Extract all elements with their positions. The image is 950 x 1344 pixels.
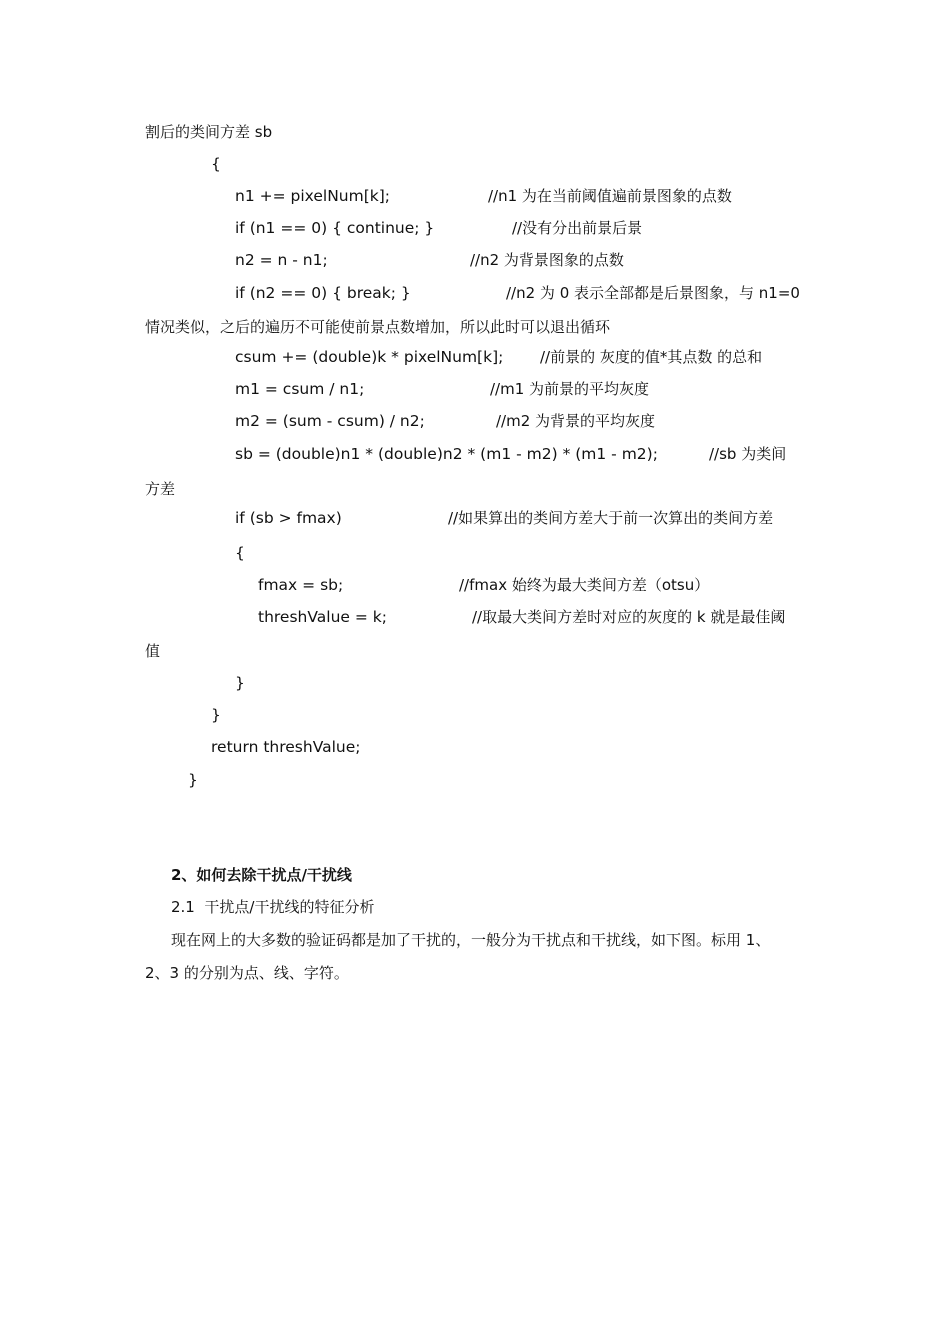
code-return: return threshValue;	[211, 738, 361, 756]
code-inner-open-brace: {	[235, 544, 245, 562]
code-n2-zero: if (n2 == 0) { break; }	[235, 284, 411, 302]
intro-tail-text: 割后的类间方差 sb	[145, 123, 273, 141]
code-thresh: threshValue = k;	[258, 608, 387, 626]
comment-thresh: //取最大类间方差时对应的灰度的 k 就是最佳阈	[472, 608, 786, 626]
comment-n2-assign: //n2 为背景图象的点数	[470, 251, 624, 269]
comment-if-sb: //如果算出的类间方差大于前一次算出的类间方差	[448, 509, 774, 527]
code-n2-assign: n2 = n - n1;	[235, 251, 328, 269]
code-sb: sb = (double)n1 * (double)n2 * (m1 - m2) * (m1 - m2);	[235, 445, 658, 463]
code-if-sb: if (sb > fmax)	[235, 509, 342, 527]
code-m1: m1 = csum / n1;	[235, 380, 365, 398]
code-n1-add: n1 += pixelNum[k];	[235, 187, 391, 205]
comment-n1-zero: //没有分出前景后景	[512, 219, 643, 237]
comment-fmax: //fmax 始终为最大类间方差（otsu）	[459, 576, 710, 594]
comment-n2-zero: //n2 为 0 表示全部都是后景图象，与 n1=0	[506, 284, 800, 302]
comment-m2: //m2 为背景的平均灰度	[496, 412, 656, 430]
paragraph-line-2: 2、3 的分别为点、线、字符。	[145, 964, 349, 982]
comment-csum: //前景的 灰度的值*其点数 的总和	[540, 348, 763, 366]
comment-m1: //m1 为前景的平均灰度	[490, 380, 650, 398]
paragraph-line-1: 现在网上的大多数的验证码都是加了干扰的，一般分为干扰点和干扰线，如下图。标用 1、	[171, 931, 771, 949]
code-csum: csum += (double)k * pixelNum[k];	[235, 348, 504, 366]
code-open-brace: {	[211, 155, 221, 173]
subsection-title: 2.1 干扰点/干扰线的特征分析	[171, 898, 375, 916]
section-title: 2、如何去除干扰点/干扰线	[171, 866, 352, 884]
code-fmax: fmax = sb;	[258, 576, 344, 594]
comment-sb: //sb 为类间	[709, 445, 787, 463]
comment-n2-zero-wrap: 情况类似，之后的遍历不可能使前景点数增加，所以此时可以退出循环	[145, 318, 611, 336]
comment-sb-wrap: 方差	[145, 480, 176, 498]
code-m2: m2 = (sum - csum) / n2;	[235, 412, 425, 430]
comment-n1-add: //n1 为在当前阈值遍前景图象的点数	[488, 187, 732, 205]
code-n1-zero: if (n1 == 0) { continue; }	[235, 219, 435, 237]
code-loop-close-brace: }	[211, 706, 221, 724]
comment-thresh-wrap: 值	[145, 642, 161, 660]
code-inner-close-brace: }	[235, 674, 245, 692]
code-func-close-brace: }	[188, 771, 198, 789]
